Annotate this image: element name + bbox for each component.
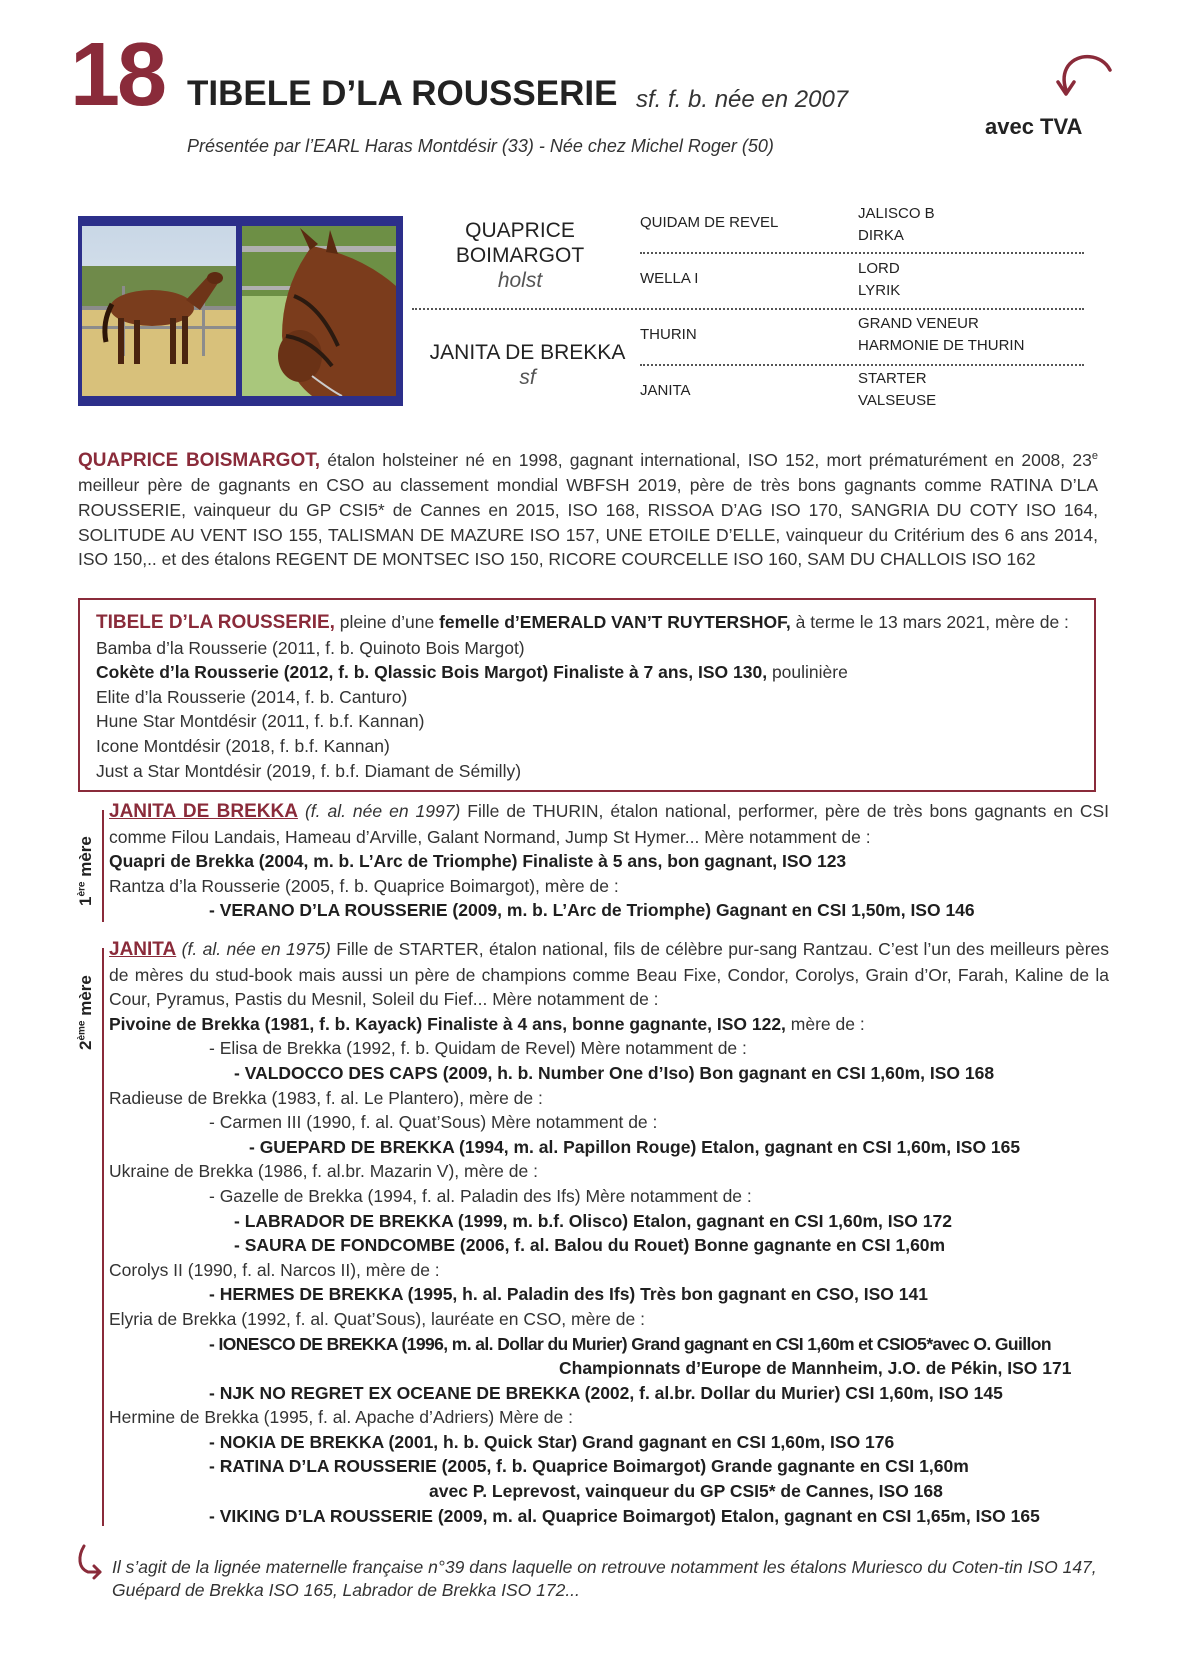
horse-description: sf. f. b. née en 2007 [636, 86, 849, 113]
produce-line: Hune Star Montdésir (2011, f. b.f. Kannan) [96, 711, 425, 732]
pedigree-gen3-7: STARTER [858, 370, 927, 387]
second-dam-produce: Ukraine de Brekka (1986, f. al.br. Mazarin V), mère de : [109, 1161, 538, 1182]
photo-frame [78, 216, 403, 406]
produce-line: Just a Star Montdésir (2019, f. b.f. Diamant de Sémilly) [96, 760, 522, 781]
second-dam-produce: - HERMES DE BREKKA (1995, h. al. Paladin des Ifs) Très bon gagnant en CSO, ISO 141 [209, 1284, 928, 1305]
pedigree-gen3-6: HARMONIE DE THURIN [858, 337, 1025, 354]
curved-arrow-icon [1040, 50, 1120, 110]
horse-photo-head [242, 226, 396, 396]
pedigree-divider [640, 364, 1084, 366]
sire-description: QUAPRICE BOISMARGOT, étalon holsteiner né en 1998, gagnant international, ISO 152, mort prématurément en 2008, 23e meilleur père de gagnants en CSO au classement mondial WBFSH 2019, père de très bons gagnants comme RATINA D’LA ROUSSERIE, vainqueur du GP CSI5* de Cannes en 2015, ISO 168, RISSOA D’AG ISO 170, SANGRIA DU COTY ISO 164, SOLITUDE AU VENT ISO 155, TALISMAN DE MAZURE ISO 157, UNE ETOILE D’ELLE, vainqueur du Critérium des 6 ans 2014, ISO 150,.. et des étalons REGENT DE MONTSEC ISO 150, RICORE COURCELLE ISO 160, SAM DU CHALLOIS ISO 162 [78, 449, 1098, 570]
second-dam-produce: - SAURA DE FONDCOMBE (2006, f. al. Balou du Rouet) Bonne gagnante en CSI 1,60m [234, 1235, 946, 1256]
maternal-line-note: Il s’agit de la lignée maternelle française n°39 dans laquelle on retrouve notamment les étalons Muriesco du Coten-tin ISO 147, Guépard de Brekka ISO 165, Labrador de Brekka ISO 172... [112, 1557, 1097, 1600]
pedigree-divider-main [412, 308, 1084, 310]
produce-line: Cokète d’la Rousserie (2012, f. b. Qlassic Bois Margot) Finaliste à 7 ans, ISO 130, poulinière [96, 662, 848, 683]
first-dam-title: JANITA DE BREKKA [109, 801, 298, 822]
first-dam-rule [102, 810, 104, 922]
pedigree-gen3-4: LYRIK [858, 282, 901, 299]
dam-breed: sf [519, 366, 536, 389]
second-dam-produce: - Elisa de Brekka (1992, f. b. Quidam de Revel) Mère notamment de : [209, 1038, 747, 1059]
second-dam-produce: - LABRADOR DE BREKKA (1999, m. b.f. Olisco) Etalon, gagnant en CSI 1,60m, ISO 172 [234, 1210, 952, 1231]
pedigree-sire-dam: WELLA I [640, 270, 699, 287]
produce-line: Icone Montdésir (2018, f. b.f. Kannan) [96, 735, 390, 756]
sire-name-line2: BOIMARGOT [455, 244, 585, 267]
second-dam-title: JANITA [109, 939, 177, 960]
pedigree-dam-dam: JANITA [640, 382, 691, 399]
second-dam-produce: - NOKIA DE BREKKA (2001, h. b. Quick Star) Grand gagnant en CSI 1,60m, ISO 176 [209, 1431, 895, 1452]
pedigree-dam-sire: THURIN [640, 326, 697, 343]
box-title: TIBELE D’LA ROUSSERIE, [96, 612, 335, 633]
second-dam-label: 2ème mère [76, 975, 95, 1050]
horse-name: TIBELE D’LA ROUSSERIE [187, 74, 618, 113]
second-dam-produce: - IONESCO DE BREKKA (1996, m. al. Dollar du Murier) Grand gagnant en CSI 1,60m et CSIO5*avec O. Guillon [209, 1333, 1051, 1354]
second-dam-rule [102, 948, 104, 1526]
second-dam-produce: - Carmen III (1990, f. al. Quat’Sous) Mère notamment de : [209, 1112, 658, 1133]
pedigree-sire-sire: QUIDAM DE REVEL [640, 214, 779, 231]
first-dam-section: JANITA DE BREKKA (f. al. née en 1997) Fille de THURIN, étalon national, performer, père de très bons gagnants en CSI comme Filou Landais, Hameau d’Arville, Galant Normand, Jump St Hymer... Mère notamment de : Quapri de Brekka (2004, m. b. L’Arc de Triomphe) Finaliste à 5 ans, bon gagnant, ISO 123 Rantza d’la Rousserie (2005, f. b. Quaprice Boimargot), mère de : - VERANO D’LA ROUSSERIE (2009, m. b. L’Arc de Triomphe) Gagnant en CSI 1,50m, ISO 146 [109, 799, 1109, 923]
pedigree-sire [425, 218, 615, 293]
second-dam-produce: Hermine de Brekka (1995, f. al. Apache d’Adriers) Mère de : [109, 1407, 573, 1428]
pedigree-gen3-2: DIRKA [858, 227, 904, 244]
second-dam-produce-cont: Championnats d’Europe de Mannheim, J.O. de Pékin, ISO 171 [559, 1358, 1072, 1379]
produce-box [78, 598, 1096, 792]
second-dam-produce-cont: avec P. Leprevost, vainqueur du GP CSI5* de Cannes, ISO 168 [429, 1481, 943, 1502]
first-dam-grand-produce: - VERANO D’LA ROUSSERIE (2009, m. b. L’Arc de Triomphe) Gagnant en CSI 1,50m, ISO 146 [209, 900, 975, 921]
box-intro: TIBELE D’LA ROUSSERIE, pleine d’une femelle d’EMERALD VAN’T RUYTERSHOF, à terme le 13 mars 2021, mère de : [96, 612, 1069, 633]
second-dam-produce: Elyria de Brekka (1992, f. al. Quat’Sous), lauréate en CSO, mère de : [109, 1308, 645, 1329]
first-dam-label: 1ère mère [76, 836, 95, 906]
lot-number: 18 [70, 25, 165, 125]
tva-label: avec TVA [985, 114, 1083, 139]
second-dam-produce: - VIKING D’LA ROUSSERIE (2009, m. al. Quaprice Boimargot) Etalon, gagnant en CSI 1,65m, ISO 165 [209, 1505, 1040, 1526]
produce-line: Bamba d’la Rousserie (2011, f. b. Quinoto Bois Margot) [96, 637, 525, 658]
second-dam-produce: - Gazelle de Brekka (1994, f. al. Paladin des Ifs) Mère notamment de : [209, 1185, 752, 1206]
second-dam-produce: - GUEPARD DE BREKKA (1994, m. al. Papillon Rouge) Etalon, gagnant en CSI 1,60m, ISO 165 [249, 1136, 1021, 1157]
dam-name: JANITA DE BREKKA [429, 341, 626, 364]
first-dam-produce: Rantza d’la Rousserie (2005, f. b. Quaprice Boimargot), mère de : [109, 875, 619, 896]
pedigree-gen3-3: LORD [858, 260, 900, 277]
pedigree-dam [425, 340, 630, 390]
horse-photo-side [82, 226, 236, 396]
second-dam-section: JANITA (f. al. née en 1975) Fille de STARTER, étalon national, fils de célèbre pur-sang Rantzau. C’est l’un des meilleurs pères de mères du stud-book mais aussi un père de champions comme Beau Fixe, Condor, Corolys, Grain d’Or, Farah, Kaline de la Cour, Pyramus, Pastis du Mesnil, Soleil du Fief... Mère notamment de : Pivoine de Brekka (1981, f. b. Kayack) Finaliste à 4 ans, bonne gagnante, ISO 122, mère de : - Elisa de Brekka (1992, f. b. Quidam de Revel) Mère notamment de : - VALDOCCO DES CAPS (2009, h. b. Number One d’Iso) Bon gagnant en CSI 1,60m, ISO 168 Radieuse de Brekka (1983, f. al. Le Plantero), mère de : - Carmen III (1990, f. al. Quat’Sous) Mère notamment de : - GUEPARD DE BREKKA (1994, m. al. Papillon Rouge) Etalon, gagnant en CSI 1,60m, ISO 165 Ukraine de Brekka (1986, f. al.br. Mazarin V), mère de : - Gazelle de Brekka (1994, f. al. Paladin des Ifs) Mère notamment de : - LABRADOR DE BREKKA (1999, m. b.f. Olisco) Etalon, gagnant en CSI 1,60m, ISO 172 - SAURA DE FONDCOMBE (2006, f. al. Balou du Rouet) Bonne gagnante en CSI 1,60m Corolys II (1990, f. al. Narcos II), mère de : - HERMES DE BREKKA (1995, h. al. Paladin des Ifs) Très bon gagnant en CSO, ISO 141 Elyria de Brekka (1992, f. al. Quat’Sous), lauréate en CSO, mère de : - IONESCO DE BREKKA (1996, m. al. Dollar du Murier) Grand gagnant en CSI 1,60m et CSIO5*avec O. Guillon Championnats d’Europe de Mannheim, J.O. de Pékin, ISO 171 - NJK NO REGRET EX OCEANE DE BREKKA (2002, f. al.br. Dollar du Murier) CSI 1,60m, ISO 145 Hermine de Brekka (1995, f. al. Apache d’Adriers) Mère de : - NOKIA DE BREKKA (2001, h. b. Quick Star) Grand gagnant en CSI 1,60m, ISO 176 - RATINA D’LA ROUSSERIE (2005, f. b. Quaprice Boimargot) Grande gagnante en CSI 1,60m avec P. Leprevost, vainqueur du GP CSI5* de Cannes, ISO 168 - VIKING D’LA ROUSSERIE (2009, m. al. Quaprice Boimargot) Etalon, gagnant en CSI 1,65m, ISO 165 [109, 937, 1109, 1528]
second-dam-produce: Corolys II (1990, f. al. Narcos II), mère de : [109, 1259, 440, 1280]
presented-by: Présentée par l’EARL Haras Montdésir (33) - Née chez Michel Roger (50) [187, 136, 774, 156]
first-dam-produce: Quapri de Brekka (2004, m. b. L’Arc de Triomphe) Finaliste à 5 ans, bon gagnant, ISO 123 [109, 851, 847, 872]
sire-name-line1: QUAPRICE [465, 219, 575, 242]
sire-breed: holst [497, 269, 543, 292]
second-dam-produce: - RATINA D’LA ROUSSERIE (2005, f. b. Quaprice Boimargot) Grande gagnante en CSI 1,60m [209, 1456, 969, 1477]
sire-description-title: QUAPRICE BOISMARGOT, [78, 449, 321, 471]
second-dam-produce: - VALDOCCO DES CAPS (2009, h. b. Number One d’Iso) Bon gagnant en CSI 1,60m, ISO 168 [234, 1062, 995, 1083]
pedigree-divider [640, 252, 1084, 254]
pedigree-gen3-8: VALSEUSE [858, 392, 937, 409]
second-dam-produce: Pivoine de Brekka (1981, f. b. Kayack) Finaliste à 4 ans, bonne gagnante, ISO 122, mère de : [109, 1013, 865, 1034]
curved-arrow-icon [74, 1542, 104, 1582]
pedigree-gen3-1: JALISCO B [858, 205, 935, 222]
second-dam-produce: Radieuse de Brekka (1983, f. al. Le Plantero), mère de : [109, 1087, 543, 1108]
pedigree-gen3-5: GRAND VENEUR [858, 315, 979, 332]
second-dam-produce: - NJK NO REGRET EX OCEANE DE BREKKA (2002, f. al.br. Dollar du Murier) CSI 1,60m, ISO 145 [209, 1382, 1003, 1403]
produce-line: Elite d’la Rousserie (2014, f. b. Canturo) [96, 686, 408, 707]
